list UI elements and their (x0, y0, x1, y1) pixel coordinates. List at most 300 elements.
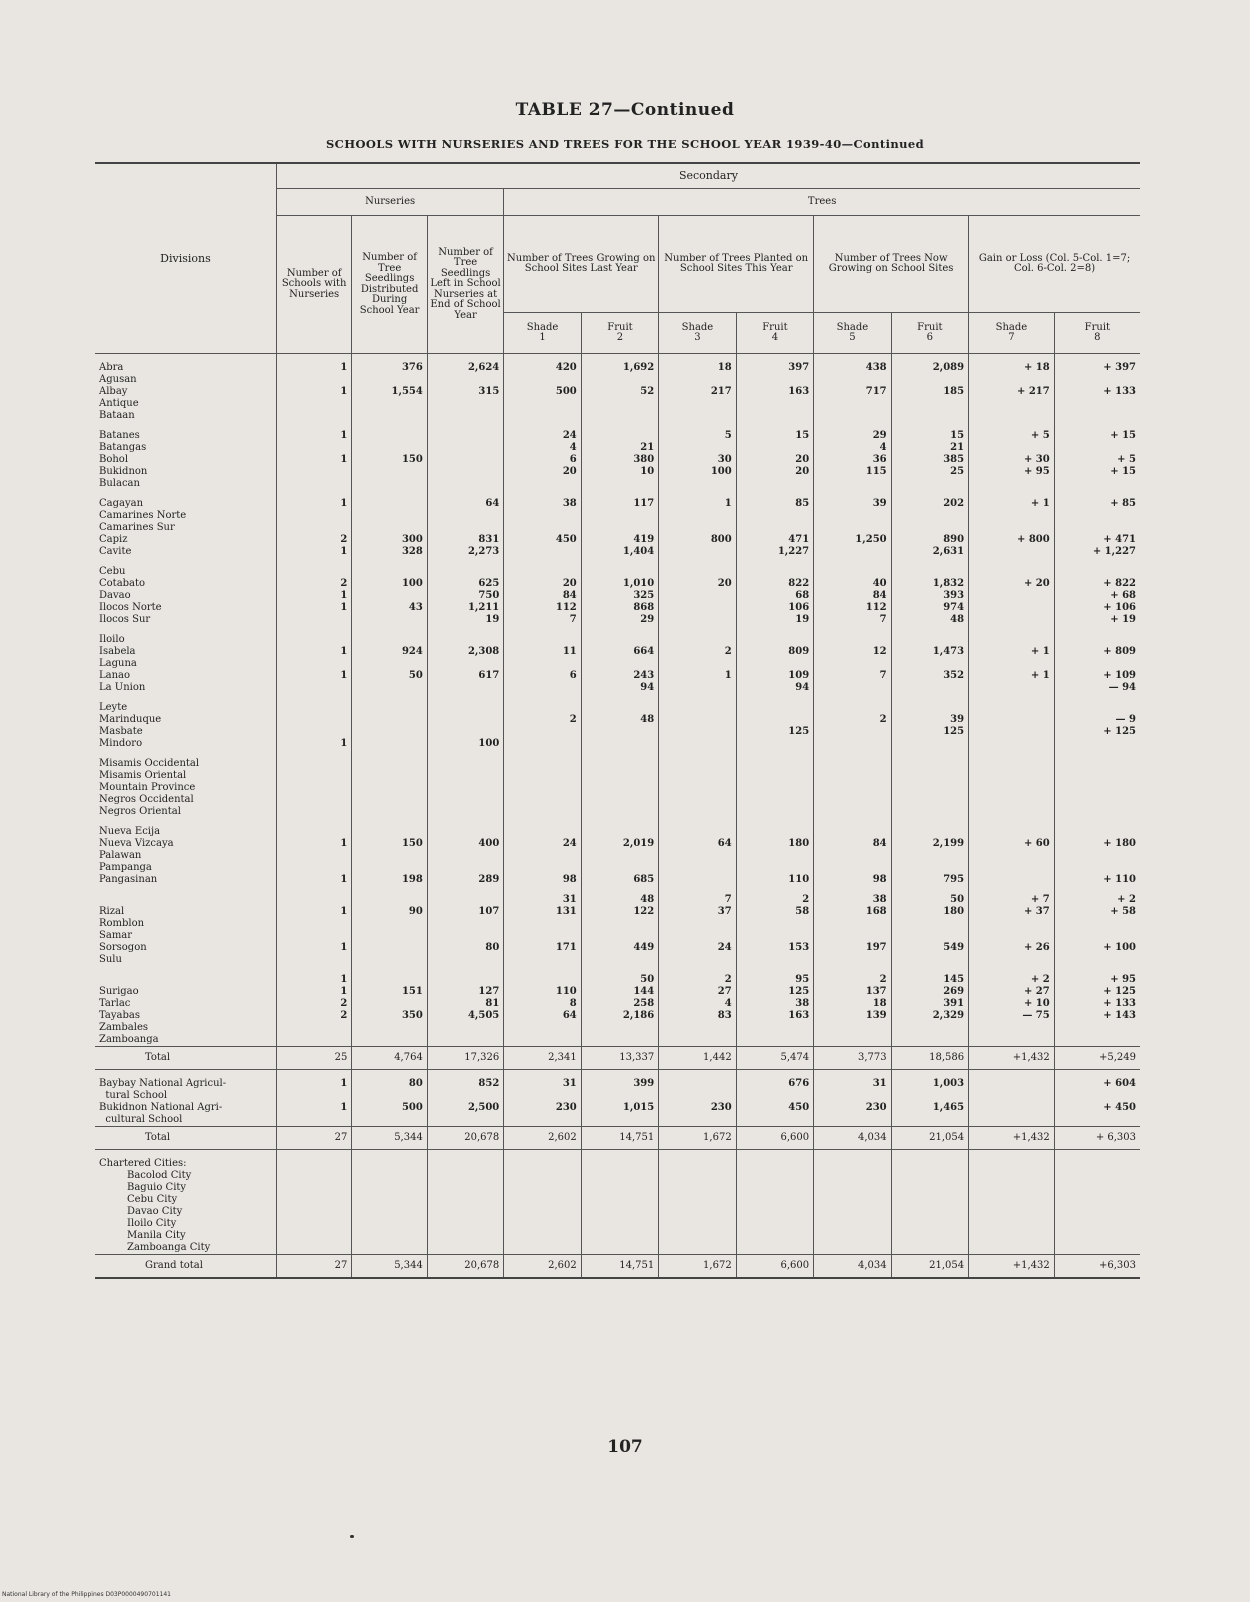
cell-empty (352, 1242, 427, 1255)
table-row (95, 726, 1140, 738)
table-body (95, 354, 1140, 1279)
cell-col-6 (736, 714, 813, 726)
cell-col-5 (659, 510, 736, 522)
cell-col-6: 180 (736, 838, 813, 850)
table-row (95, 954, 1140, 966)
cell-col-7: 1,250 (814, 534, 891, 546)
cell-col-0 (276, 862, 351, 874)
division-name: Negros Occidental (99, 794, 194, 805)
cell-empty (427, 1150, 503, 1171)
cell-col-4: 1,015 (581, 1102, 658, 1127)
cell-col-1: 4,764 (352, 1047, 427, 1070)
cell-col-9: + 2 (969, 966, 1055, 986)
cell-col-7: 12 (814, 646, 891, 658)
cell-col-1: 150 (352, 454, 427, 466)
division-name: Samar (99, 930, 133, 941)
cell-col-5: 1 (659, 670, 736, 682)
cell-col-9: + 26 (969, 942, 1055, 954)
cell-col-5 (659, 1034, 736, 1047)
cell-col-4: 1,692 (581, 354, 658, 375)
cell-empty (891, 1170, 968, 1182)
cell-col-7 (814, 806, 891, 818)
cell-col-10: +6,303 (1054, 1255, 1140, 1279)
cell-col-0 (276, 410, 351, 422)
cell-col-3: 2,602 (504, 1255, 581, 1279)
cell-col-1 (352, 750, 427, 770)
cell-col-3 (504, 682, 581, 694)
cell-col-6 (736, 806, 813, 818)
cell-col-9 (969, 1102, 1055, 1127)
cell-empty (736, 1242, 813, 1255)
cell-empty (814, 1242, 891, 1255)
cell-col-5: 7 (659, 886, 736, 906)
cell-col-0: 2 (276, 578, 351, 590)
cell-col-6 (736, 954, 813, 966)
table-row (95, 782, 1140, 794)
cell-col-5 (659, 626, 736, 646)
cell-empty (504, 1150, 581, 1171)
cell-col-4 (581, 510, 658, 522)
cell-col-0: 2 (276, 534, 351, 546)
cell-col-5: 4 (659, 998, 736, 1010)
cell-empty (352, 1218, 427, 1230)
cell-col-1 (352, 694, 427, 714)
cell-empty (1054, 1182, 1140, 1194)
cell-col-3 (504, 694, 581, 714)
cell-col-7 (814, 546, 891, 558)
cell-col-5 (659, 614, 736, 626)
cell-col-0: 1 (276, 738, 351, 750)
cell-col-2 (427, 558, 503, 578)
table-row (95, 942, 1140, 954)
cell-col-5 (659, 398, 736, 410)
cell-col-0 (276, 626, 351, 646)
cell-col-8: 391 (891, 998, 968, 1010)
cell-col-6: 163 (736, 386, 813, 398)
cell-col-2 (427, 1034, 503, 1047)
division-name: Total (95, 1127, 276, 1150)
cell-col-7: 115 (814, 466, 891, 478)
cell-col-3 (504, 374, 581, 386)
cell-col-5 (659, 1022, 736, 1034)
cell-col-5: 83 (659, 1010, 736, 1022)
cell-col-9: — 75 (969, 1010, 1055, 1022)
cell-col-10: + 471 (1054, 534, 1140, 546)
cell-col-5: 27 (659, 986, 736, 998)
cell-col-1: 5,344 (352, 1255, 427, 1279)
cell-empty (427, 1218, 503, 1230)
division-name: Marinduque (99, 714, 162, 725)
cell-col-10 (1054, 770, 1140, 782)
table-row (95, 838, 1140, 850)
cell-col-8: 15 (891, 422, 968, 442)
cell-col-4: 258 (581, 998, 658, 1010)
cell-col-5 (659, 1070, 736, 1103)
division-name: Davao (99, 590, 131, 601)
cell-col-7: 38 (814, 886, 891, 906)
cell-col-8: 269 (891, 986, 968, 998)
cell-col-2: 750 (427, 590, 503, 602)
cell-col-2: 2,273 (427, 546, 503, 558)
cell-col-5 (659, 410, 736, 422)
table-row (95, 818, 1140, 838)
cell-col-6 (736, 442, 813, 454)
cell-col-2 (427, 966, 503, 986)
cell-col-1: 5,344 (352, 1127, 427, 1150)
cell-col-1: 328 (352, 546, 427, 558)
header-divisions: Divisions (95, 163, 276, 354)
cell-col-4 (581, 726, 658, 738)
cell-empty (659, 1230, 736, 1242)
cell-col-4: 48 (581, 886, 658, 906)
cell-col-6 (736, 750, 813, 770)
cell-col-2 (427, 466, 503, 478)
division-name: Abra (99, 362, 124, 373)
cell-col-10 (1054, 954, 1140, 966)
cell-col-3: 112 (504, 602, 581, 614)
cell-empty (1054, 1150, 1140, 1171)
cell-col-0 (276, 1022, 351, 1034)
cell-col-4 (581, 930, 658, 942)
cell-col-6 (736, 1034, 813, 1047)
cell-col-9 (969, 1022, 1055, 1034)
cell-col-4: 21 (581, 442, 658, 454)
division-name: Capiz (99, 534, 128, 545)
cell-col-0 (276, 770, 351, 782)
city-name: Davao City (127, 1206, 183, 1217)
table-row (95, 522, 1140, 534)
cell-col-10: + 2 (1054, 886, 1140, 906)
table-row (95, 862, 1140, 874)
cell-col-8 (891, 806, 968, 818)
cell-col-8: 25 (891, 466, 968, 478)
division-name: Camarines Norte (99, 510, 187, 521)
cell-col-9 (969, 782, 1055, 794)
cell-col-0: 1 (276, 1102, 351, 1127)
cell-col-10: + 125 (1054, 726, 1140, 738)
header-fruit-4: Fruit 4 (736, 313, 813, 354)
cell-col-2 (427, 454, 503, 466)
cell-col-9 (969, 558, 1055, 578)
cell-col-0 (276, 614, 351, 626)
cell-col-9: + 5 (969, 422, 1055, 442)
cell-col-3: 98 (504, 874, 581, 886)
page-number: 107 (607, 1437, 643, 1457)
cell-empty (969, 1206, 1055, 1218)
cell-col-3 (504, 966, 581, 986)
total-row (95, 1047, 1140, 1070)
cell-col-4: 1,010 (581, 578, 658, 590)
division-name: Batanes (99, 430, 140, 441)
cell-col-4 (581, 694, 658, 714)
division-name: Zamboanga (99, 1034, 159, 1045)
cell-col-6: 15 (736, 422, 813, 442)
table-row (95, 998, 1140, 1010)
cell-col-2: 19 (427, 614, 503, 626)
cell-col-1 (352, 478, 427, 490)
cell-col-8 (891, 522, 968, 534)
table-row (95, 1034, 1140, 1047)
cell-col-9: + 27 (969, 986, 1055, 998)
division-name: Tarlac (99, 998, 131, 1009)
cell-col-10: + 133 (1054, 386, 1140, 398)
cell-col-9: + 18 (969, 354, 1055, 375)
cell-empty (276, 1194, 351, 1206)
cell-col-7: 7 (814, 614, 891, 626)
ink-mark (350, 1535, 354, 1538)
cell-col-1 (352, 806, 427, 818)
cell-empty (581, 1150, 658, 1171)
cell-col-5: 1,442 (659, 1047, 736, 1070)
cell-col-7 (814, 862, 891, 874)
cell-col-2 (427, 682, 503, 694)
table-row (95, 918, 1140, 930)
cell-col-5: 1 (659, 490, 736, 510)
division-name: Romblon (99, 918, 145, 929)
cell-col-1: 50 (352, 670, 427, 682)
cell-col-5: 5 (659, 422, 736, 442)
division-name: Total (95, 1047, 276, 1070)
cell-col-7 (814, 694, 891, 714)
cell-col-10 (1054, 782, 1140, 794)
cell-col-2 (427, 794, 503, 806)
cell-empty (504, 1242, 581, 1255)
cell-col-9: + 7 (969, 886, 1055, 906)
cell-empty (814, 1218, 891, 1230)
division-name: Misamis Oriental (99, 770, 187, 781)
cell-col-2 (427, 886, 503, 906)
cell-col-5 (659, 818, 736, 838)
cell-col-5: 217 (659, 386, 736, 398)
cell-col-0 (276, 806, 351, 818)
nurseries-table (95, 162, 1140, 1279)
cell-empty (814, 1170, 891, 1182)
cell-col-9 (969, 658, 1055, 670)
division-name: Bulacan (99, 478, 140, 489)
cell-col-1 (352, 918, 427, 930)
cell-col-4: 14,751 (581, 1127, 658, 1150)
cell-col-7: 168 (814, 906, 891, 918)
cell-col-8 (891, 558, 968, 578)
cell-col-1 (352, 930, 427, 942)
cell-col-3: 20 (504, 466, 581, 478)
cell-col-4 (581, 862, 658, 874)
cell-empty (581, 1242, 658, 1255)
cell-empty (814, 1150, 891, 1171)
cell-col-8 (891, 694, 968, 714)
cell-col-0 (276, 794, 351, 806)
cell-col-0: 1 (276, 646, 351, 658)
cell-col-1 (352, 1034, 427, 1047)
cell-col-6: 38 (736, 998, 813, 1010)
cell-col-0: 1 (276, 386, 351, 398)
cell-col-3 (504, 522, 581, 534)
cell-col-2 (427, 442, 503, 454)
cell-empty (969, 1170, 1055, 1182)
cell-col-1 (352, 998, 427, 1010)
division-name: Agusan (99, 374, 137, 385)
cell-col-7: 717 (814, 386, 891, 398)
cell-col-8 (891, 398, 968, 410)
cell-col-0: 1 (276, 546, 351, 558)
header-grp-planted: Number of Trees Planted on School Sites This Year (659, 216, 814, 313)
division-name: Mountain Province (99, 782, 196, 793)
cell-empty (581, 1230, 658, 1242)
cell-col-2 (427, 410, 503, 422)
cell-col-10: + 180 (1054, 838, 1140, 850)
cell-col-3: 8 (504, 998, 581, 1010)
cell-col-4 (581, 398, 658, 410)
cell-col-9: + 10 (969, 998, 1055, 1010)
table-row (95, 886, 1140, 906)
cell-col-1: 300 (352, 534, 427, 546)
header-fruit-8: Fruit 8 (1054, 313, 1140, 354)
cell-col-10: — 9 (1054, 714, 1140, 726)
cell-col-5 (659, 726, 736, 738)
cell-col-1 (352, 522, 427, 534)
cell-col-10: + 85 (1054, 490, 1140, 510)
cell-col-9 (969, 1070, 1055, 1103)
cell-col-9 (969, 546, 1055, 558)
cell-col-1 (352, 886, 427, 906)
cell-col-2 (427, 850, 503, 862)
cell-empty (427, 1182, 503, 1194)
cell-col-4: 117 (581, 490, 658, 510)
cell-col-7: 139 (814, 1010, 891, 1022)
cell-col-7 (814, 818, 891, 838)
cell-col-10: + 822 (1054, 578, 1140, 590)
cell-col-7: 4 (814, 442, 891, 454)
cell-col-4 (581, 738, 658, 750)
cell-col-10 (1054, 374, 1140, 386)
cell-col-10: + 6,303 (1054, 1127, 1140, 1150)
cell-col-0 (276, 1034, 351, 1047)
cell-col-6: 6,600 (736, 1127, 813, 1150)
division-name: Surigao (99, 986, 139, 997)
cell-col-7: 2 (814, 966, 891, 986)
table-title: TABLE 27—Continued (515, 100, 735, 120)
cell-col-4: 14,751 (581, 1255, 658, 1279)
division-name: Nueva Vizcaya (99, 838, 174, 849)
cell-col-6: 125 (736, 726, 813, 738)
cell-col-3 (504, 410, 581, 422)
cell-col-3 (504, 930, 581, 942)
cell-col-4 (581, 422, 658, 442)
cell-col-6: 85 (736, 490, 813, 510)
cell-col-1 (352, 942, 427, 954)
cell-col-7: 7 (814, 670, 891, 682)
header-shade-7: Shade 7 (969, 313, 1055, 354)
cell-col-3: 450 (504, 534, 581, 546)
division-name: Bukidnon National Agri- cultural School (99, 1102, 223, 1125)
cell-col-5: 18 (659, 354, 736, 375)
cell-col-7: 137 (814, 986, 891, 998)
cell-empty (581, 1218, 658, 1230)
cell-empty (352, 1194, 427, 1206)
cell-col-7 (814, 954, 891, 966)
cell-col-3: 38 (504, 490, 581, 510)
cell-col-5: 37 (659, 906, 736, 918)
table-row (95, 490, 1140, 510)
cell-col-6 (736, 658, 813, 670)
cell-empty (736, 1150, 813, 1171)
cell-empty (352, 1182, 427, 1194)
cell-col-1 (352, 422, 427, 442)
cell-col-9: +1,432 (969, 1127, 1055, 1150)
city-row (95, 1206, 1140, 1218)
city-row (95, 1218, 1140, 1230)
cell-col-0: 27 (276, 1127, 351, 1150)
cell-col-5 (659, 738, 736, 750)
cell-col-9 (969, 410, 1055, 422)
cell-col-4: 868 (581, 602, 658, 614)
cell-col-7: 31 (814, 1070, 891, 1103)
cell-col-2: 81 (427, 998, 503, 1010)
cell-col-0: 2 (276, 998, 351, 1010)
table-row (95, 614, 1140, 626)
cell-col-3: 24 (504, 422, 581, 442)
cell-col-1: 90 (352, 906, 427, 918)
city-name: Manila City (127, 1230, 186, 1241)
cell-col-3 (504, 818, 581, 838)
cell-col-2: 625 (427, 578, 503, 590)
cell-col-2 (427, 522, 503, 534)
cell-col-3: 171 (504, 942, 581, 954)
cell-col-0 (276, 466, 351, 478)
cell-col-7 (814, 626, 891, 646)
cell-col-8: 21,054 (891, 1255, 968, 1279)
cell-col-1: 150 (352, 838, 427, 850)
cell-col-6: 109 (736, 670, 813, 682)
cell-col-1 (352, 770, 427, 782)
cell-col-10: + 133 (1054, 998, 1140, 1010)
cell-col-9 (969, 930, 1055, 942)
cell-col-6 (736, 850, 813, 862)
cell-col-3: 31 (504, 1070, 581, 1103)
cell-col-6: 68 (736, 590, 813, 602)
cell-col-10: + 450 (1054, 1102, 1140, 1127)
cell-col-4 (581, 850, 658, 862)
cell-col-5 (659, 806, 736, 818)
cell-col-3 (504, 1034, 581, 1047)
division-name: Bohol (99, 454, 129, 465)
cell-empty (352, 1170, 427, 1182)
cell-col-9: +1,432 (969, 1047, 1055, 1070)
city-name: Zamboanga City (127, 1242, 211, 1253)
cell-col-4: 29 (581, 614, 658, 626)
cell-col-1 (352, 782, 427, 794)
cell-empty (659, 1242, 736, 1255)
cell-col-9: + 1 (969, 670, 1055, 682)
table-row (95, 714, 1140, 726)
cell-col-5: 30 (659, 454, 736, 466)
cell-col-5 (659, 794, 736, 806)
cell-col-10 (1054, 1022, 1140, 1034)
table-row (95, 558, 1140, 578)
division-name: Cavite (99, 546, 132, 557)
cell-col-4 (581, 818, 658, 838)
cell-col-4: 449 (581, 942, 658, 954)
cell-col-8 (891, 1022, 968, 1034)
cell-col-9: + 217 (969, 386, 1055, 398)
cell-col-7: 18 (814, 998, 891, 1010)
division-name: Bukidnon (99, 466, 148, 477)
cell-col-2 (427, 806, 503, 818)
cell-col-4 (581, 1034, 658, 1047)
cell-col-0: 1 (276, 422, 351, 442)
cell-col-3: 131 (504, 906, 581, 918)
cell-col-9 (969, 590, 1055, 602)
